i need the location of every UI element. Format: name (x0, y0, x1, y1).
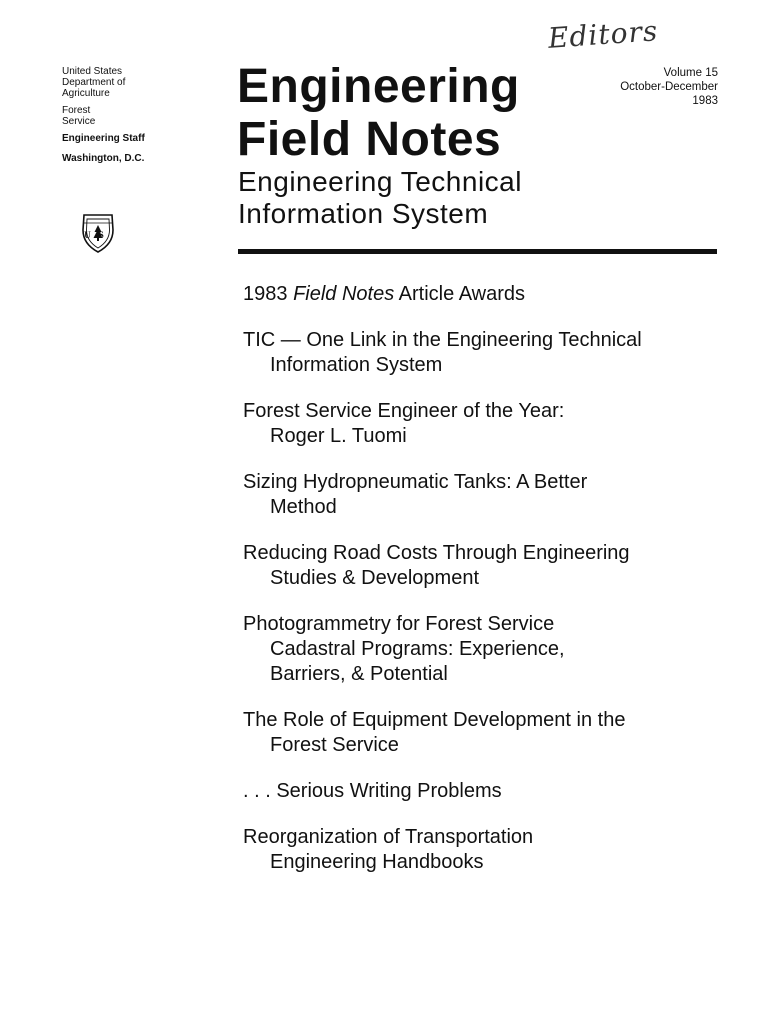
publication-title (237, 60, 520, 166)
article-title-line: Forest Service (270, 734, 399, 756)
article-item (243, 779, 733, 804)
article-title-line: . . . Serious Writing Problems (243, 780, 502, 802)
header-divider (238, 249, 717, 254)
article-title-line: Sizing Hydropneumatic Tanks: A Better (243, 471, 588, 493)
article-item (243, 708, 733, 758)
article-title-line: Information System (270, 354, 443, 376)
subtitle-line-2: Information System (238, 198, 489, 229)
article-title-text: 1983 (243, 283, 294, 305)
service-name: Forest Service (62, 105, 96, 127)
article-item (243, 612, 733, 687)
title-line-1: Engineering (237, 60, 520, 113)
article-title-line: Reorganization of Transportation (243, 826, 534, 848)
article-title-line: Roger L. Tuomi (270, 425, 407, 447)
article-title-line: Engineering Handbooks (270, 851, 484, 873)
article-item (243, 282, 733, 307)
article-title-line (243, 282, 733, 307)
article-item (243, 399, 733, 449)
title-line-2: Field Notes (237, 113, 502, 166)
department-name: United States Department of Agriculture (62, 66, 126, 99)
article-list (243, 282, 733, 896)
article-title-line: Method (270, 496, 337, 518)
article-title-line: Photogrammetry for Forest Service (243, 613, 555, 635)
article-title-line: TIC — One Link in the Engineering Technical (243, 329, 642, 351)
article-item (243, 541, 733, 591)
publication-subtitle (238, 166, 522, 230)
article-title-line: Barriers, & Potential (270, 663, 448, 685)
seal-label: US (84, 230, 112, 240)
article-title-line: Studies & Development (270, 567, 480, 589)
staff-name: Engineering Staff (62, 133, 145, 144)
article-item (243, 825, 733, 875)
issue-year: 1983 (692, 95, 718, 107)
subtitle-line-1: Engineering Technical (238, 166, 522, 197)
article-item (243, 470, 733, 520)
volume-number: Volume 15 (663, 67, 718, 79)
location: Washington, D.C. (62, 153, 145, 164)
article-item (243, 328, 733, 378)
agency-block (62, 66, 192, 173)
forest-service-shield-icon (80, 210, 116, 254)
article-title-line: Cadastral Programs: Experience, (270, 638, 565, 660)
publication-name-italic: Field Notes (293, 283, 395, 305)
issue-period: October-December (620, 81, 718, 93)
handwritten-note: Editors (546, 14, 660, 55)
article-title-line: Reducing Road Costs Through Engineering (243, 542, 630, 564)
article-title-line: The Role of Equipment Development in the (243, 709, 626, 731)
issue-info (620, 66, 718, 108)
article-title-text: Article Awards (394, 283, 526, 305)
article-title-line: Forest Service Engineer of the Year: (243, 400, 565, 422)
